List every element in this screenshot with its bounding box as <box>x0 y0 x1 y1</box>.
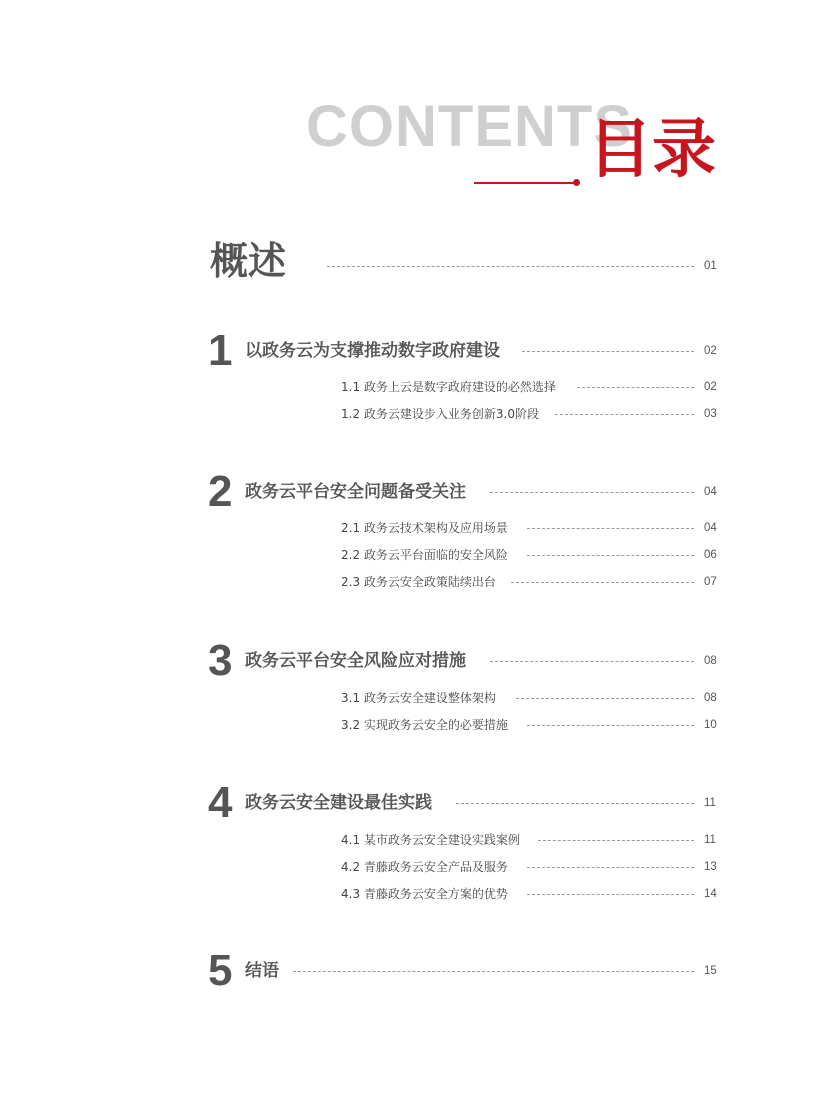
chapter-page: 15 <box>704 965 717 977</box>
toc-intro-page: 01 <box>704 260 717 272</box>
chapter-page: 02 <box>704 345 717 357</box>
section-title[interactable]: 2.1 政务云技术架构及应用场景 <box>341 521 508 535</box>
section-page: 13 <box>704 861 717 873</box>
chapter-title[interactable]: 政务云平台安全问题备受关注 <box>245 482 466 502</box>
section-leader <box>527 894 694 895</box>
chapter-number: 2 <box>208 467 233 516</box>
chapter-title[interactable]: 结语 <box>245 961 279 981</box>
section-page: 02 <box>704 381 717 393</box>
section-page: 07 <box>704 576 717 588</box>
chapter-leader <box>293 971 694 972</box>
section-page: 04 <box>704 522 717 534</box>
chapter-number: 3 <box>208 636 233 685</box>
contents-heading-zh: 目录 <box>588 113 716 187</box>
chapter-leader <box>490 492 694 493</box>
chapter-page: 08 <box>704 655 717 667</box>
section-leader <box>511 582 694 583</box>
chapter-leader <box>490 661 694 662</box>
section-title[interactable]: 2.3 政务云安全政策陆续出台 <box>341 575 496 589</box>
toc-intro-title[interactable]: 概述 <box>210 239 287 283</box>
chapter-number: 4 <box>208 778 233 827</box>
section-title[interactable]: 2.2 政务云平台面临的安全风险 <box>341 548 508 562</box>
section-leader <box>538 840 694 841</box>
section-leader <box>527 725 694 726</box>
chapter-leader <box>522 351 694 352</box>
section-title[interactable]: 3.2 实现政务云安全的必要措施 <box>341 718 508 732</box>
section-leader <box>527 528 694 529</box>
chapter-leader <box>456 803 694 804</box>
contents-heading-en: CONTENTS <box>306 94 633 159</box>
section-page: 06 <box>704 549 717 561</box>
section-leader <box>527 555 694 556</box>
section-page: 10 <box>704 719 717 731</box>
section-leader <box>527 867 694 868</box>
section-leader <box>555 414 694 415</box>
chapter-page: 04 <box>704 486 717 498</box>
chapter-number: 1 <box>208 326 233 375</box>
section-page: 08 <box>704 692 717 704</box>
section-title[interactable]: 4.2 青藤政务云安全产品及服务 <box>341 860 508 874</box>
section-page: 11 <box>704 834 716 846</box>
section-page: 14 <box>704 888 717 900</box>
section-title[interactable]: 3.1 政务云安全建设整体架构 <box>341 691 496 705</box>
chapter-title[interactable]: 以政务云为支撑推动数字政府建设 <box>245 341 500 361</box>
chapter-number: 5 <box>208 946 233 995</box>
section-title[interactable]: 4.1 某市政务云安全建设实践案例 <box>341 833 520 847</box>
chapter-title[interactable]: 政务云安全建设最佳实践 <box>245 793 432 813</box>
chapter-page: 11 <box>704 797 716 809</box>
chapter-title[interactable]: 政务云平台安全风险应对措施 <box>245 651 466 671</box>
section-title[interactable]: 4.3 青藤政务云安全方案的优势 <box>341 887 508 901</box>
section-leader <box>516 698 694 699</box>
section-title[interactable]: 1.1 政务上云是数字政府建设的必然选择 <box>341 380 556 394</box>
section-page: 03 <box>704 408 717 420</box>
section-title[interactable]: 1.2 政务云建设步入业务创新3.0阶段 <box>341 407 539 421</box>
section-leader <box>577 387 694 388</box>
toc-intro-leader <box>327 266 694 267</box>
